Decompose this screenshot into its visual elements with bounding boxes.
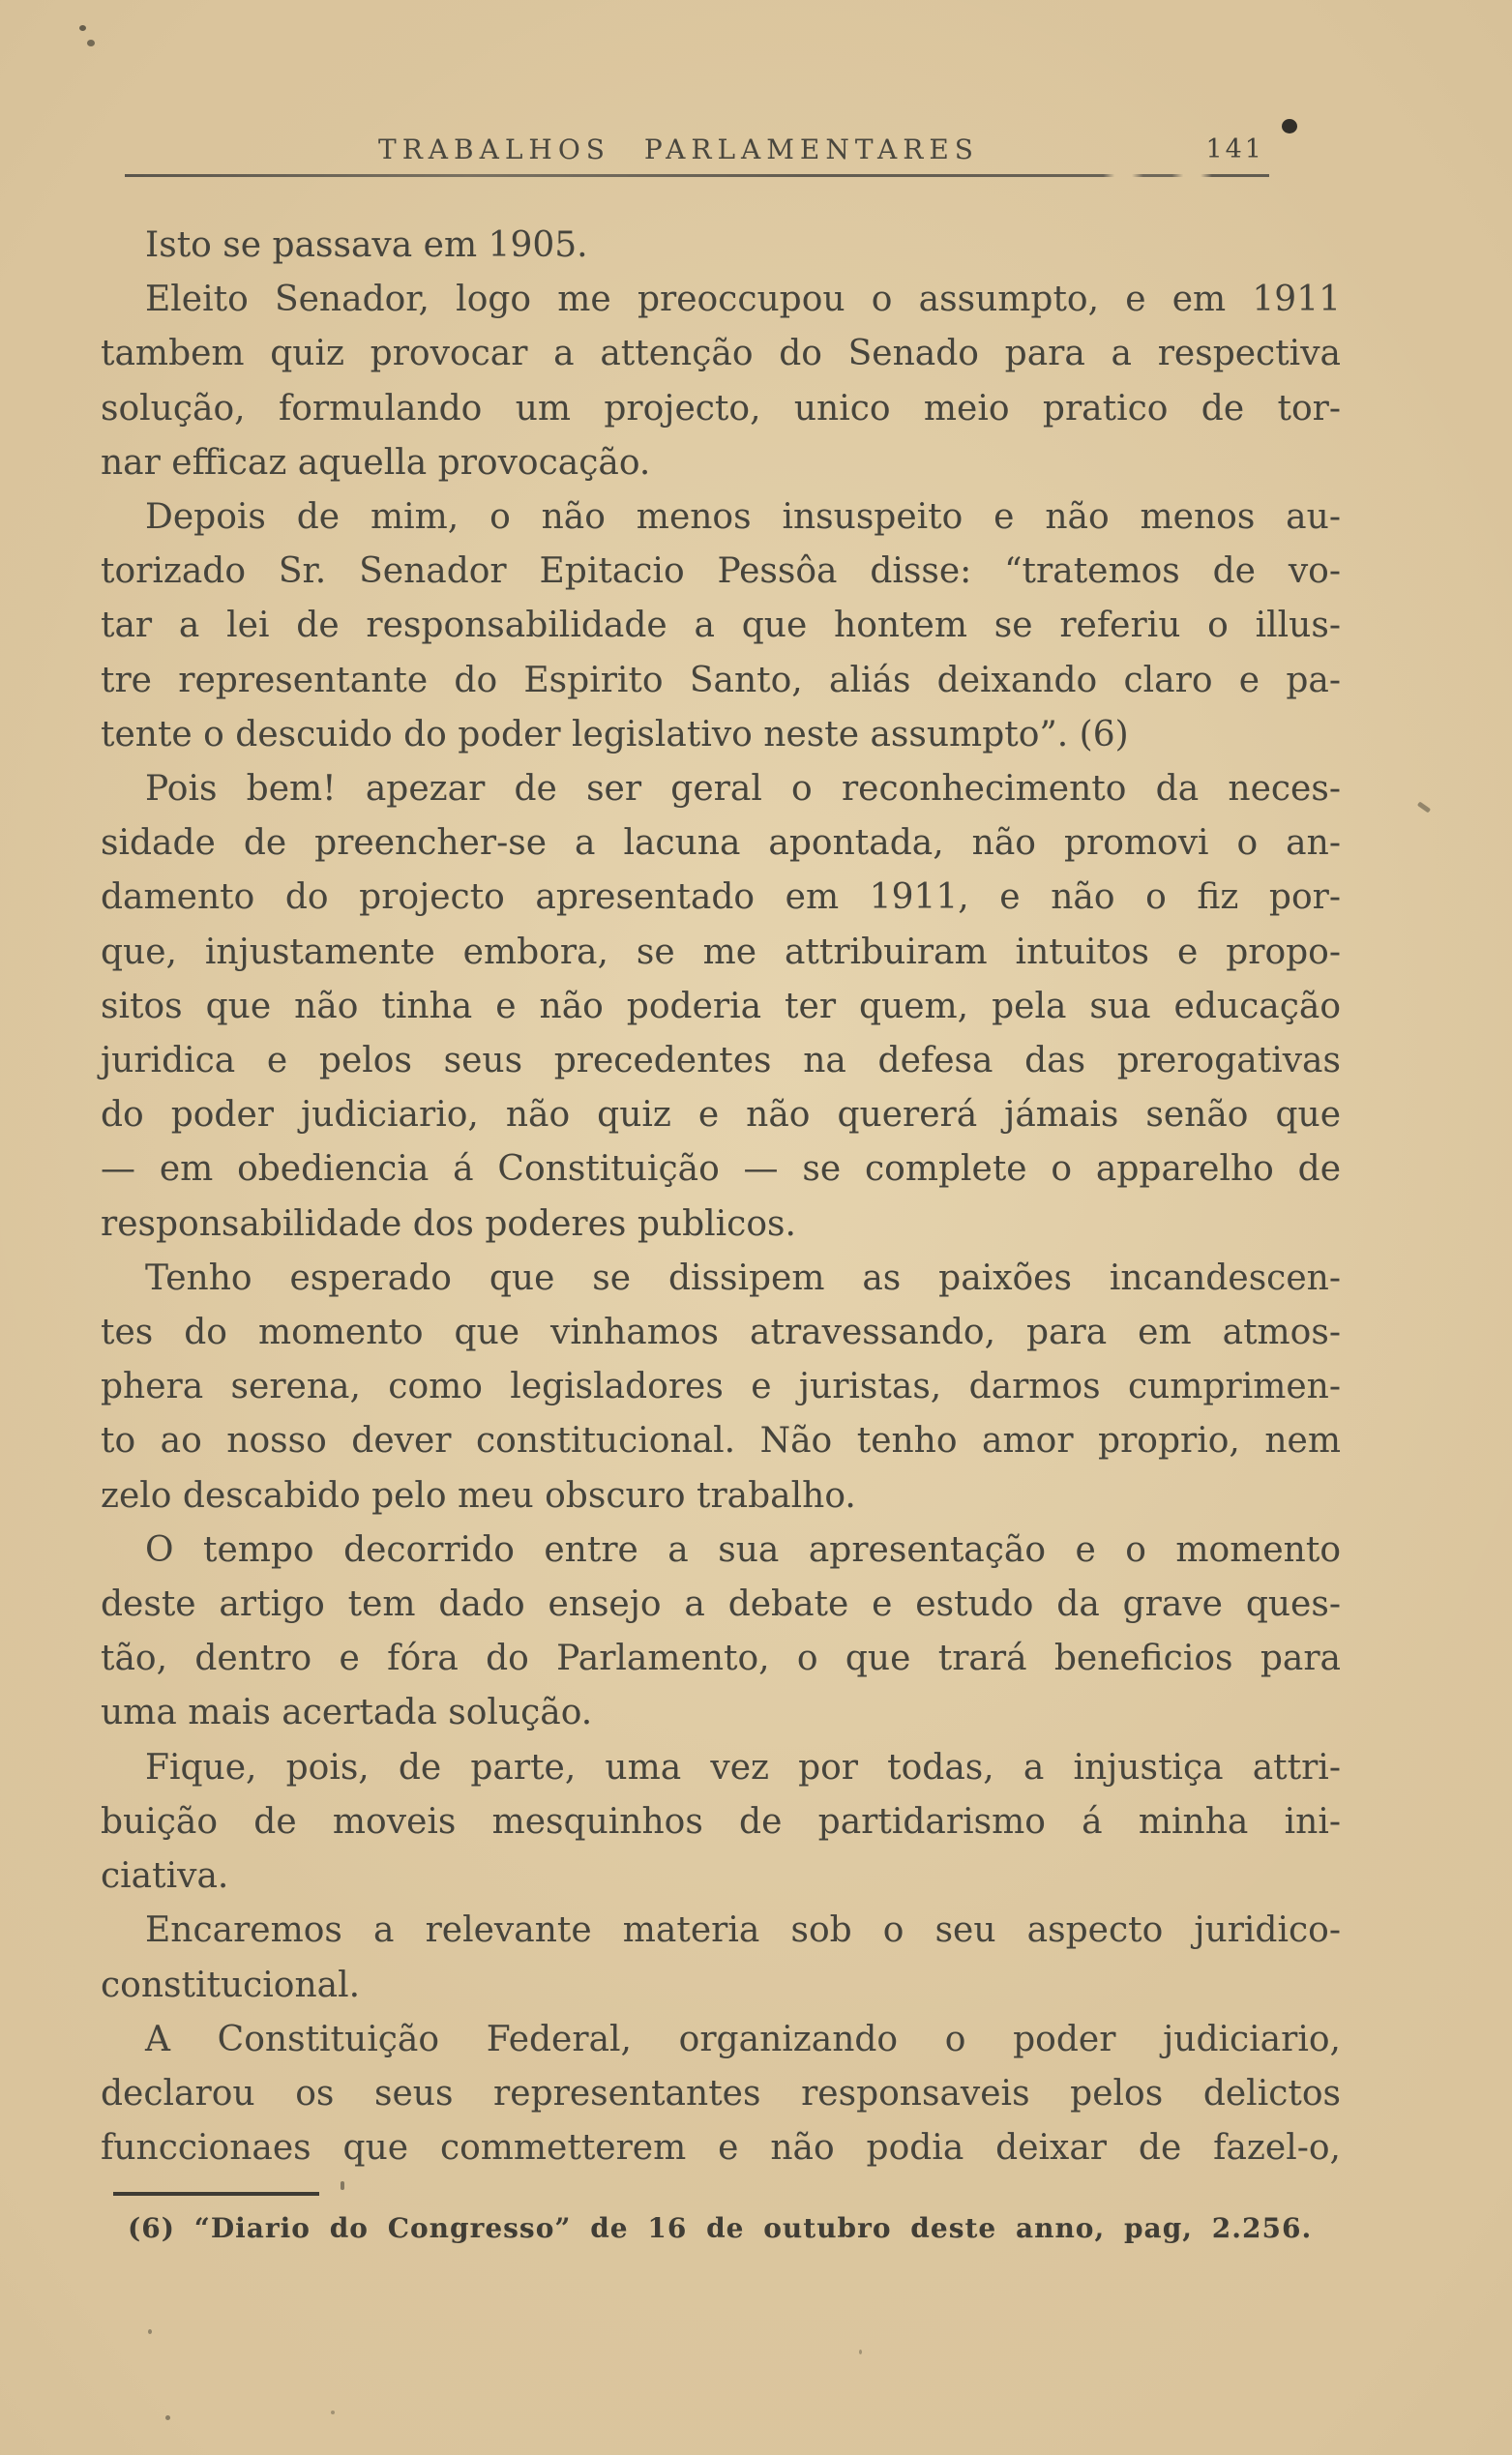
text-line: to ao nosso dever constitucional. Não tenho amor proprio, nem bbox=[101, 1421, 1341, 1462]
text-line: Isto se passava em 1905. bbox=[145, 225, 588, 265]
text-line: funccionaes que commetterem e não podia deixar de fazel-o, bbox=[101, 2128, 1341, 2169]
text-line: responsabilidade dos poderes publicos. bbox=[101, 1203, 796, 1244]
text-line: Tenho esperado que se dissipem as paixões incandescen- bbox=[145, 1257, 1341, 1298]
ink-speck bbox=[331, 2411, 335, 2414]
ink-speck bbox=[341, 2181, 344, 2190]
footnote: (6) “Diario do Congresso” de 16 de outubro deste anno, pag, 2.256. bbox=[128, 2212, 1313, 2244]
page-number: 141 bbox=[1205, 134, 1264, 164]
text-line: Encaremos a relevante materia sob o seu aspecto juridico- bbox=[145, 1910, 1341, 1951]
text-line: — em obediencia á Constituição — se complete o apparelho de bbox=[101, 1149, 1341, 1190]
paragraph bbox=[101, 2013, 1341, 2176]
text-line: tes do momento que vinhamos atravessando, para em atmos- bbox=[101, 1313, 1341, 1353]
text-line: Depois de mim, o não menos insuspeito e não menos au- bbox=[145, 497, 1341, 538]
paragraph bbox=[101, 1741, 1341, 1905]
text-line: sidade de preencher-se a lacuna apontada, não promovi o an- bbox=[101, 823, 1341, 864]
text-line: torizado Sr. Senador Epitacio Pessôa disse: “tratemos de vo- bbox=[101, 551, 1341, 592]
text-line: tre representante do Espirito Santo, aliás deixando claro e pa- bbox=[101, 660, 1341, 700]
paragraph bbox=[101, 1904, 1341, 2012]
text-line: sitos que não tinha e não poderia ter quem, pela sua educação bbox=[101, 986, 1341, 1026]
ink-speck bbox=[79, 25, 86, 31]
paragraph bbox=[101, 273, 1341, 490]
paragraph bbox=[101, 1252, 1341, 1523]
page-body bbox=[101, 219, 1341, 2175]
text-line: tão, dentro e fóra do Parlamento, o que trará beneficios para bbox=[101, 1639, 1341, 1679]
text-line: Eleito Senador, logo me preoccupou o assumpto, e em 1911 bbox=[145, 280, 1341, 320]
text-line: O tempo decorrido entre a sua apresentação e o momento bbox=[145, 1529, 1341, 1570]
text-line: zelo descabido pelo meu obscuro trabalho. bbox=[101, 1475, 856, 1516]
text-line: uma mais acertada solução. bbox=[101, 1693, 593, 1733]
ink-speck bbox=[87, 40, 95, 46]
ink-speck bbox=[165, 2415, 170, 2420]
text-line: que, injustamente embora, se me attribuiram intuitos e propo- bbox=[101, 932, 1341, 972]
text-line: ciativa. bbox=[101, 1856, 229, 1897]
paragraph bbox=[101, 1523, 1341, 1741]
ink-speck bbox=[148, 2329, 152, 2334]
text-line: Pois bem! apezar de ser geral o reconhecimento da neces- bbox=[145, 769, 1341, 810]
text-line: phera serena, como legisladores e juristas, darmos cumprimen- bbox=[101, 1367, 1341, 1407]
paragraph bbox=[101, 490, 1341, 762]
footnote-rule bbox=[113, 2192, 319, 2196]
paragraph bbox=[101, 762, 1341, 1252]
text-line: tente o descuido do poder legislativo neste assumpto”. (6) bbox=[101, 714, 1129, 754]
text-line: buição de moveis mesquinhos de partidarismo á minha ini- bbox=[101, 1801, 1341, 1842]
text-line: do poder judiciario, não quiz e não quererá jámais senão que bbox=[101, 1095, 1341, 1136]
text-line: A Constituição Federal, organizando o poder judiciario, bbox=[145, 2019, 1341, 2059]
scan-smudge bbox=[1417, 801, 1431, 813]
ink-speck bbox=[859, 2350, 862, 2354]
paragraph bbox=[101, 219, 1341, 273]
text-line: damento do projecto apresentado em 1911, e não o fiz por- bbox=[101, 877, 1341, 918]
running-title: TRABALHOS PARLAMENTARES bbox=[378, 133, 979, 165]
text-line: declarou os seus representantes responsaveis pelos delictos bbox=[101, 2073, 1341, 2114]
text-line: deste artigo tem dado ensejo a debate e estudo da grave ques- bbox=[101, 1584, 1341, 1625]
header-rule bbox=[125, 174, 1269, 177]
text-line: solução, formulando um projecto, unico meio pratico de tor- bbox=[101, 388, 1341, 429]
text-line: nar efficaz aquella provocação. bbox=[101, 442, 651, 483]
text-line: tar a lei de responsabilidade a que hontem se referiu o illus- bbox=[101, 606, 1341, 646]
ink-dot bbox=[1282, 119, 1297, 133]
text-line: constitucional. bbox=[101, 1965, 361, 2005]
text-line: Fique, pois, de parte, uma vez por todas, a injustiça attri- bbox=[145, 1747, 1341, 1788]
text-line: juridica e pelos seus precedentes na defesa das prerogativas bbox=[101, 1041, 1341, 1081]
text-line: tambem quiz provocar a attenção do Senado para a respectiva bbox=[101, 334, 1341, 374]
